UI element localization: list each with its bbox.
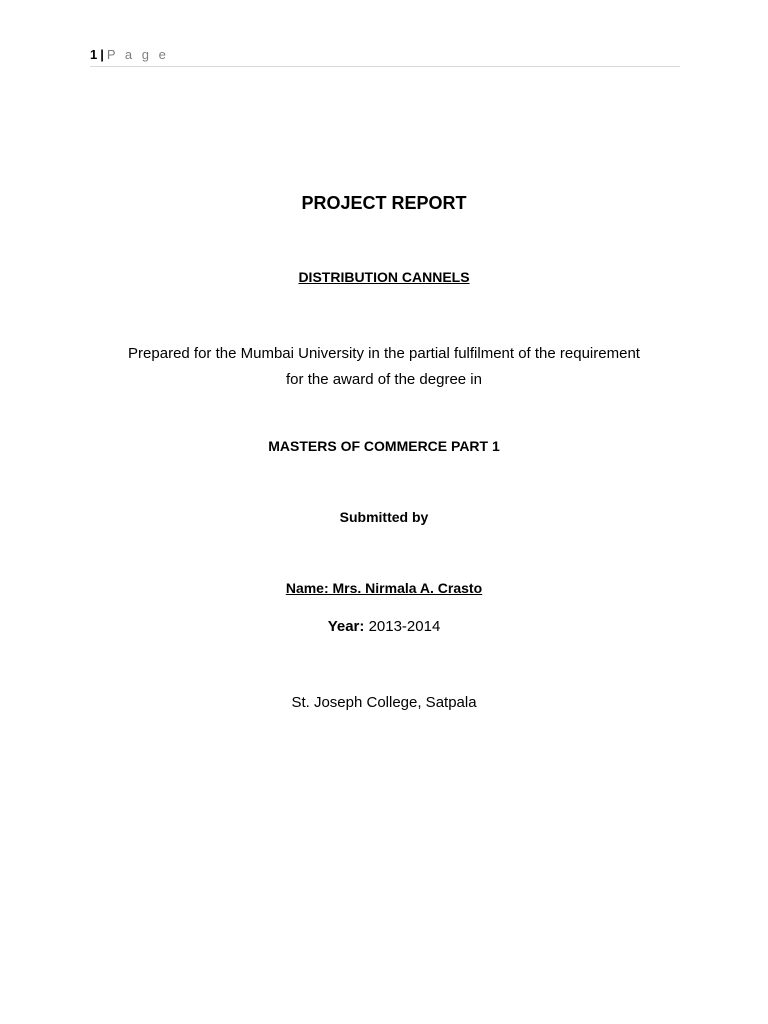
year-line [0,618,768,635]
page-label: P a g e [106,47,169,62]
report-subject: DISTRIBUTION CANNELS [298,269,470,285]
page-number: 1 [90,47,98,62]
page-header [90,46,680,67]
degree-name: MASTERS OF COMMERCE PART 1 [268,438,500,454]
purpose-line-2: for the award of the degree in [286,371,482,388]
page-separator: | [100,47,104,62]
purpose-line-1: Prepared for the Mumbai University in the partial fulfilment of the requirement [128,345,640,362]
purpose-statement [0,341,768,393]
college-name: St. Joseph College, Satpala [291,694,477,711]
submitter-name: Name: Mrs. Nirmala A. Crasto [285,580,483,596]
submitted-by-label: Submitted by [339,509,429,525]
year-value: 2013-2014 [368,618,441,635]
report-title: PROJECT REPORT [301,193,467,213]
year-label: Year: [327,618,365,635]
